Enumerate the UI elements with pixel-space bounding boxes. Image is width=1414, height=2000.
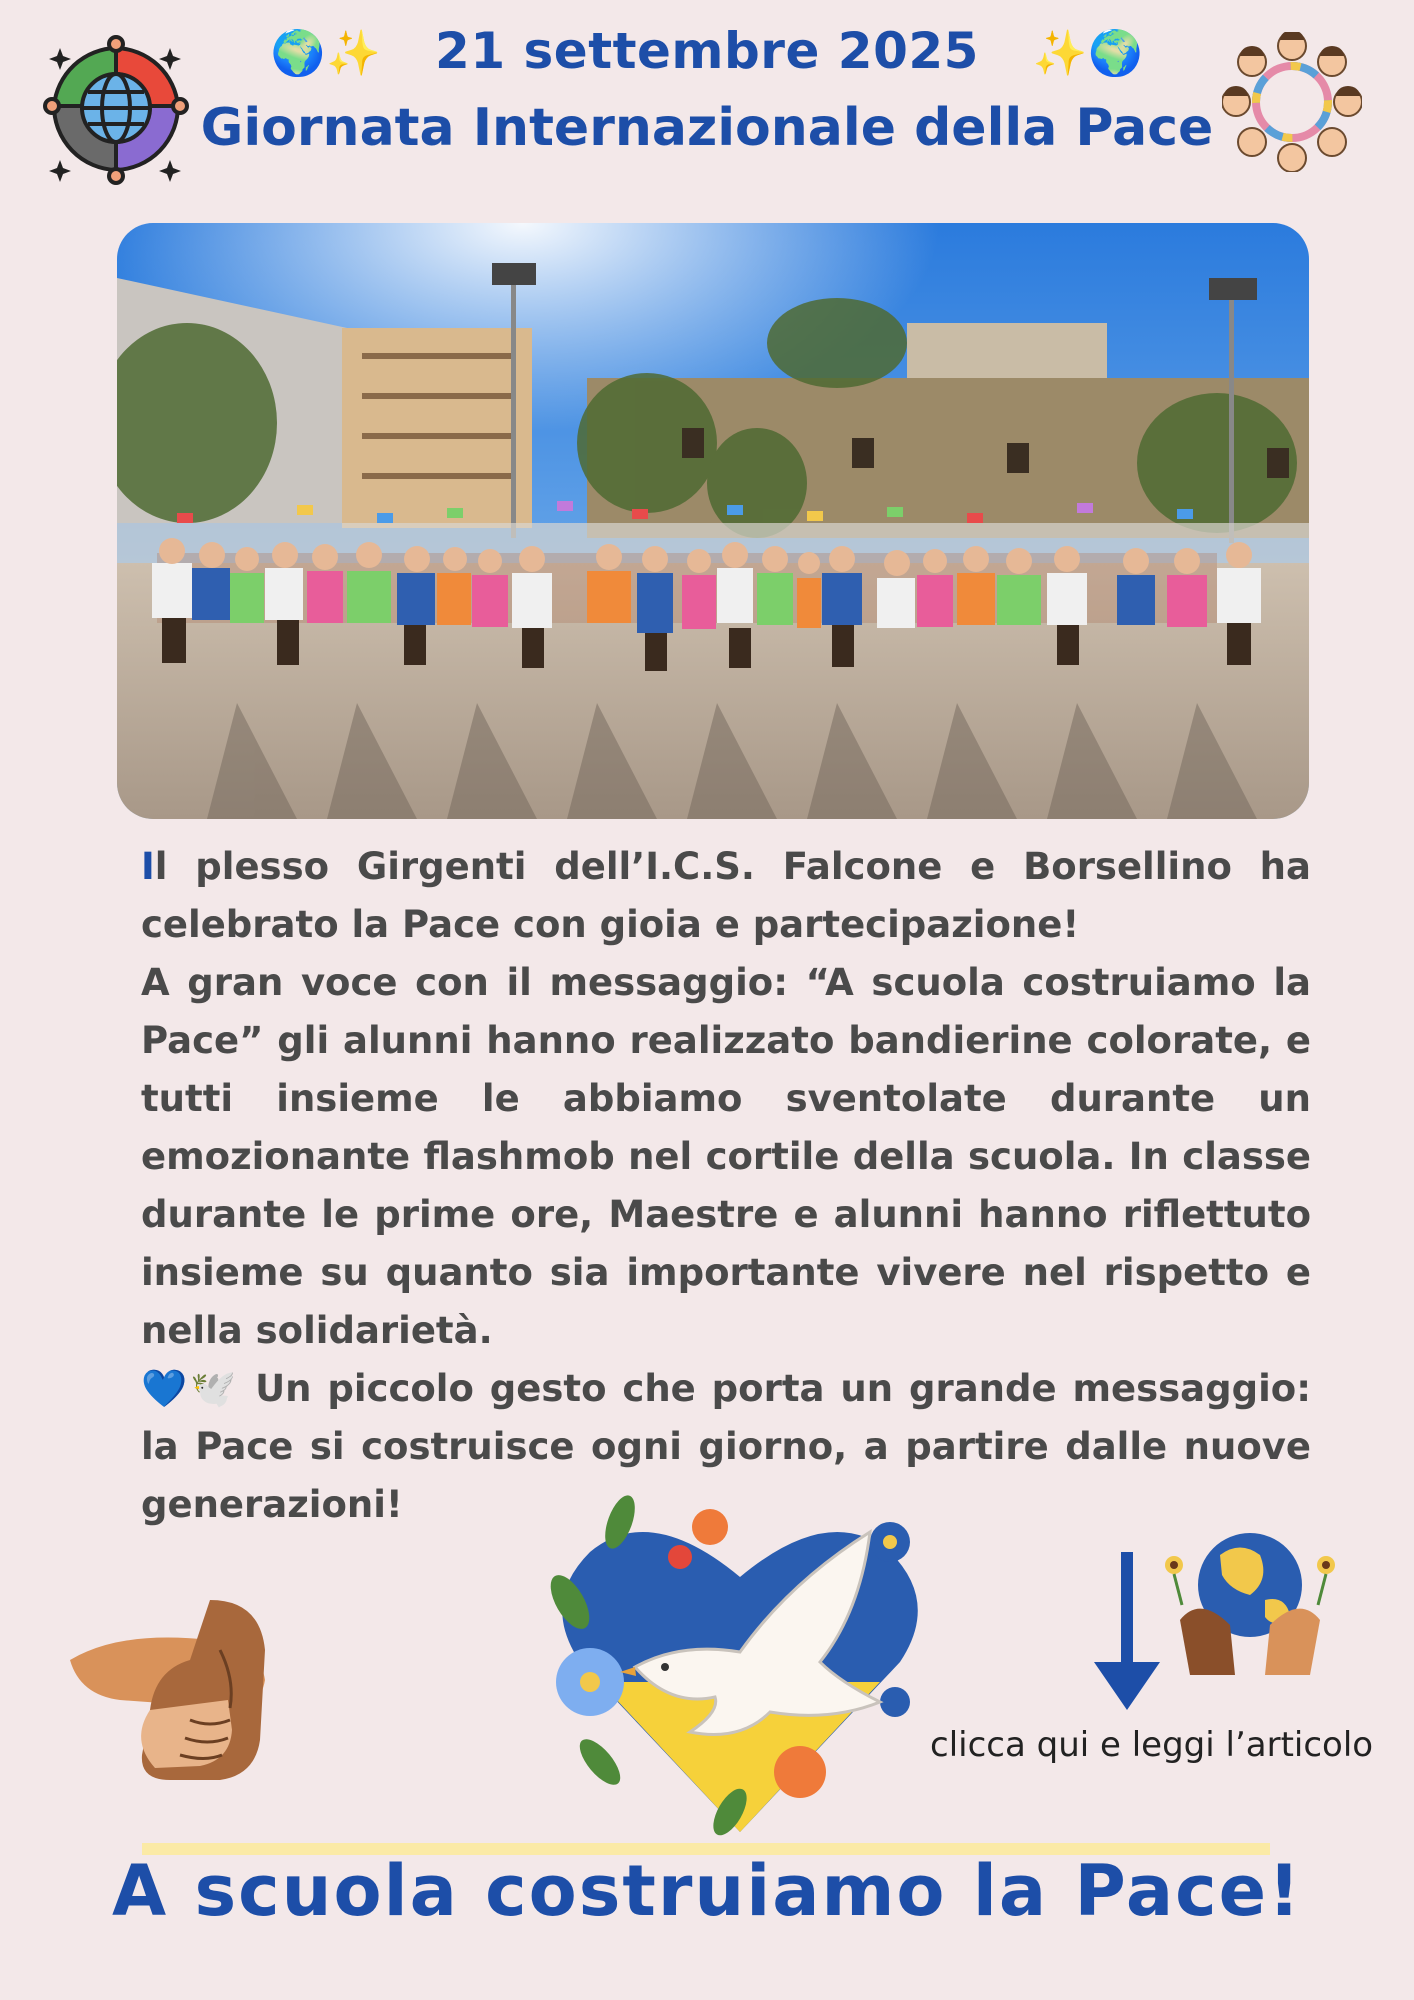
paragraph-1-text: l plesso Girgenti dell’I.C.S. Falcone e Borsellino ha celebrato la Pace con gioia e partecipazione! — [141, 845, 1311, 946]
hands-holding-globe-icon — [1160, 1525, 1335, 1675]
paragraph-3-text: Un piccolo gesto che porta un grande messaggio: la Pace si costruisce ogni giorno, a partire dalle nuove generazioni! — [141, 1367, 1312, 1526]
slogan-text: A scuola costruiamo la Pace! — [111, 1850, 1303, 1932]
peace-dove-icon — [540, 1482, 940, 1852]
heart-dove-icon: 💙🕊️ — [141, 1367, 240, 1410]
down-arrow-icon[interactable] — [1092, 1552, 1162, 1712]
school-flashmob-photo — [117, 223, 1309, 819]
page-title: Giornata Internazionale della Pace — [200, 98, 1214, 158]
page-date — [0, 22, 1414, 80]
globe-sparkles-icon: 🌍✨ — [270, 28, 382, 79]
read-article-link[interactable]: clicca qui e leggi l’articolo — [930, 1725, 1374, 1765]
article-body — [141, 838, 1311, 1534]
paragraph-1 — [141, 838, 1311, 954]
holding-hands-icon — [60, 1590, 280, 1790]
sparkles-globe-icon: ✨🌍 — [1032, 28, 1144, 79]
paragraph-2: A gran voce con il messaggio: “A scuola costruiamo la Pace” gli alunni hanno realizzato bandierine colorate, e tutti insieme le abbiamo sventolate durante un emozionante flashmob nel cortile della scuola. In classe durante le prime ore, Maestre e alunni hanno riflettuto insieme su quanto sia importante vivere nel rispetto e nella solidarietà. — [141, 961, 1311, 1352]
event-date: 21 settembre 2025 — [435, 22, 979, 80]
drop-cap: I — [141, 845, 155, 888]
